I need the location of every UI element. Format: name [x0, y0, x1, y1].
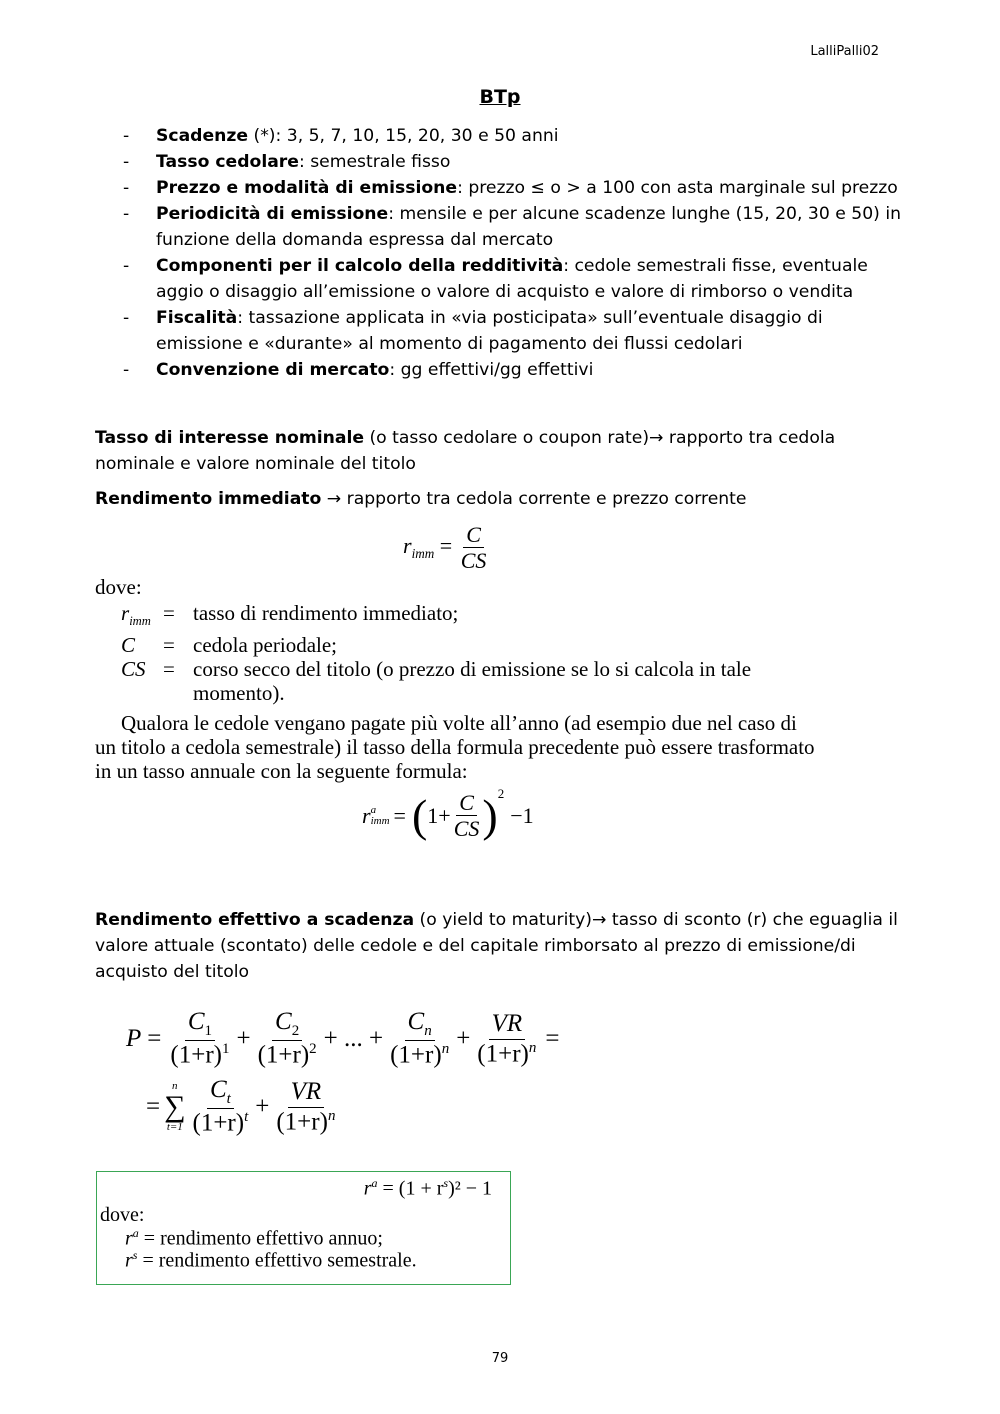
page-title: BTp: [479, 86, 521, 108]
price-formula-line1: P = $\frac{C_1}{(1+r)^1}$ + $\frac{C_2}{(1+r)^2}$ + ... + $\frac{C_n}{(1+r)^n}$ + $\frac{VR}{(1+r)^n}$ =: [126, 1008, 560, 1069]
ytm-paragraph: Rendimento effettivo a scadenza (o yield to maturity)→ tasso di sconto (r) che eguaglia il valore attuale (scontato) delle cedole e del capitale rimborsato al prezzo di emissione/di acquisto del titolo: [95, 910, 898, 982]
annual-yield-box: [96, 1171, 511, 1285]
list-item: - Scadenze (*): 3, 5, 7, 10, 15, 20, 30 e 50 anni: [123, 126, 559, 146]
btp-features-list: [123, 123, 913, 383]
table-row: $r_{imm}$ = tasso di rendimento immediato;: [121, 601, 459, 629]
box-row-semester: $r^s$ = rendimento effettivo semestrale.: [125, 1248, 417, 1272]
immediate-yield-paragraph: Rendimento immediato → rapporto tra cedola corrente e prezzo corrente: [95, 489, 747, 509]
dove-label: dove:: [95, 575, 142, 599]
list-item: - Convenzione di mercato: gg effettivi/gg effettivi: [123, 360, 594, 380]
annualized-yield-formula: r a imm = ( 1 + $\frac{C}{CS}$ ) 2 −1: [362, 786, 534, 842]
definitions-excerpt: [95, 575, 815, 783]
page-number: 79: [491, 1351, 509, 1366]
list-item: - Prezzo e modalità di emissione: prezzo ≤ o > a 100 con asta marginale sul prezzo: [123, 178, 898, 198]
box-dove-label: dove:: [100, 1204, 145, 1226]
table-row: CS = corso secco del titolo (o prezzo di emissione se lo si calcola in tale momento).: [121, 657, 752, 706]
list-item: - Fiscalità: tassazione applicata in «via posticipata» sull’eventuale disaggio di emissione e «durante» al momento di pagamento dei flussi cedolari: [123, 308, 823, 354]
list-item: - Componenti per il calcolo della redditività: cedole semestrali fisse, eventuale aggio o disaggio all’emissione o valore di acquisto e valore di rimborso o vendita: [123, 256, 868, 302]
box-row-annual: $r^a$ = rendimento effettivo annuo;: [125, 1226, 383, 1250]
annualization-paragraph: Qualora le cedole vengano pagate più volte all’anno (ad esempio due nel caso di un titolo a cedola semestrale) il tasso della formula precedente può essere trasformato in un tasso annuale con la seguente formula:: [95, 711, 815, 784]
definitions-table: [121, 601, 815, 705]
page-header: LalliPalli02: [810, 44, 879, 59]
price-formula-line2: = n ∑ t=1 $\frac{C_t}{(1+r)^t}$ + $\frac{VR}{(1+r)^n}$: [146, 1076, 336, 1137]
list-item: - Periodicità di emissione: mensile e per alcune scadenze lunghe (15, 20, 30 e 50) in funzione della domanda espressa dal mercato: [123, 204, 901, 250]
list-item: - Tasso cedolare: semestrale fisso: [123, 152, 451, 172]
annual-yield-formula: $r^a = (1 + r^s)^2 - 1$: [363, 1176, 492, 1200]
immediate-yield-formula: $r_{imm}$ = $\frac{C}{CS}$: [403, 522, 487, 574]
table-row: C = cedola periodale;: [121, 633, 338, 658]
nominal-rate-paragraph: Tasso di interesse nominale (o tasso cedolare o coupon rate)→ rapporto tra cedola nominale e valore nominale del titolo: [95, 428, 836, 474]
